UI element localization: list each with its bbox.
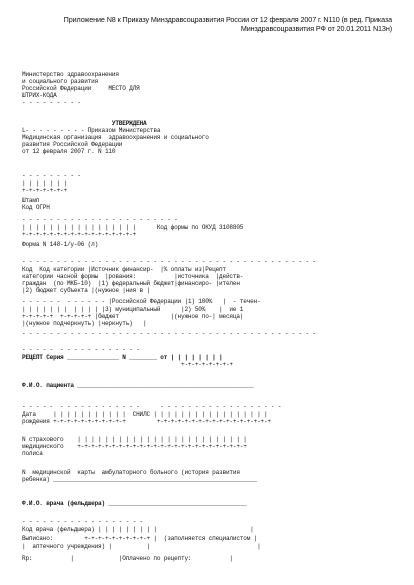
stamp-label: Штамп: [22, 197, 40, 204]
ogrn-cells-bottom: +-+-+-+-+-+-+: [22, 187, 67, 194]
divider: - - - - - - - - - - - - - - - - - -: [22, 518, 143, 525]
insurance-policy-line-3: полиса: [22, 450, 43, 457]
category-table-row-5: - - - - - - - - - - - - |Российской Федерации |1) 100% | - течен-: [22, 298, 261, 305]
ministry-line-3: Российской Федерации МЕСТО ДЛЯ: [22, 85, 140, 92]
category-table-row-6: | | | | | | | | | | | |3) муниципальный |2) 50% | ие 1: [22, 306, 244, 313]
ministry-line-1: Министерство здравоохранения: [22, 71, 119, 78]
divider: - - - - - - - - - - - - - - - - - - - - - - -: [22, 216, 178, 223]
approved-title: УТВЕРЖДЕНА: [22, 120, 147, 127]
patient-name-line: Ф.И.О. пациента ___________________________________________________: [22, 382, 254, 389]
category-table-row-2: категории часной формы |рования: |источника |действ-: [22, 273, 244, 280]
okud-code-line: | | | | | | | | | | | | | | | | | Код формы по ОКУД 3108805: [22, 224, 244, 231]
divider: - - - - - - - - -: [22, 172, 81, 179]
category-table-row-3: граждан (по МКБ-10) |1) федеральный бюджет|финансиро- |ителен: [22, 280, 240, 287]
divider: - - - - - - - - - - - - - - - - - - - - - - - - - - - - - - - - - - - - - - - - - - -: [22, 330, 316, 337]
birth-date-snils-line: Дата | | | | | | | | | | | СНИЛС | | | | | | | | | | | | | | | | |: [22, 411, 268, 418]
medical-organization: Медицинская организация здравоохранения и социального: [22, 134, 209, 141]
ministry-line-2: и социального развития: [22, 78, 99, 85]
doctor-name-line: Ф.И.О. врача (фельдшера) ________________________________________: [22, 500, 247, 507]
medical-card-line-2: ребенка) ___________________________________________________________: [22, 476, 258, 483]
insurance-policy-line-2: медицинского +-+-+-+-+-+-+-+-+-+-+-+-+-+-+-+-+-+-+-+-+-+-+-+-+: [22, 443, 247, 450]
category-table-row-1: Код Код категории |Источник финансир- |% оплаты из|Рецепт: [22, 266, 226, 273]
document-header: [32, 15, 392, 33]
divider: - - - - - - - - - - - - - - - - - - - - - - - - - - - - - - - - - - - - - - - - - - -: [22, 258, 316, 265]
medical-card-line-1: N медицинской карты амбулаторного больного (история развития: [22, 469, 240, 476]
recipe-date-cells: +-+-+-+-+-+-+-+: [22, 361, 233, 368]
divider: - - - - - - - - - - - - - - - - -: [22, 346, 140, 353]
insurance-policy-line-1: N страхового | | | | | | | | | | | | | | | | | | | | | | | | |: [22, 436, 247, 443]
category-table-row-4: |2) бюджет субъекта |(нужное |ния в |: [22, 287, 150, 294]
ogrn-cells: | | | | | | |: [22, 180, 67, 187]
rp-line: Rp: | |Оплачено по рецепту: |: [22, 555, 233, 562]
barcode-label: ШТРИХ-КОДА: [22, 92, 57, 99]
recipe-series-line: РЕЦЕПТ Серия _______________ N ________ от | | | | | | | |: [22, 354, 223, 361]
doctor-code-line: Код врача (фельдшера) | | | | | | | | | |: [22, 526, 254, 533]
header-line-1: Приложение N8 к Приказу Минздравсоцразвития России от 12 февраля 2007 г. N110 (в ред. Приказа: [63, 15, 392, 24]
category-table-row-7: +-+-+-+-+ +-+-+-+-+ |бюджет |(нужное по-| месяца|: [22, 313, 244, 320]
approved-order: L- - - - - - - - - Приказом Министерства: [22, 127, 161, 134]
birth-date-snils-cells: рождения +-+-+-+-+-+-+-+-+-+-+ +-+-+-+-+-+-+-+-+-+-+-+-+-+-+-+-+: [22, 418, 271, 425]
pharmacy-line: | аптечного учреждения) | | |: [22, 543, 261, 550]
okud-cells-bottom: +-+-+-+-+-+-+-+-+-+-+-+-+-+-+-+-+: [22, 231, 137, 238]
divider: - - - - - - - - -: [22, 99, 81, 106]
header-line-2: Минздравсоцразвития РФ от 20.01.2011 N13н): [240, 24, 392, 33]
ogrn-label: Код ОГРН: [22, 204, 50, 211]
issued-line: Выписано: +-+-+-+-+-+-+-+-+-+ | (заполняется специалистом |: [22, 535, 258, 542]
ministry-name: развития Российской Федерации: [22, 141, 123, 148]
form-number: Форма N 148-1/у-06 (л): [22, 241, 99, 248]
order-date: от 12 февраля 2007 г. N 110: [22, 148, 116, 155]
divider: - - - - - - - - - - - - - - - - - - - - - - - - - - - - - - - - - - -: [22, 403, 282, 410]
category-table-row-8: |(нужное подчеркнуть) |черкнуть) |: [22, 320, 147, 327]
